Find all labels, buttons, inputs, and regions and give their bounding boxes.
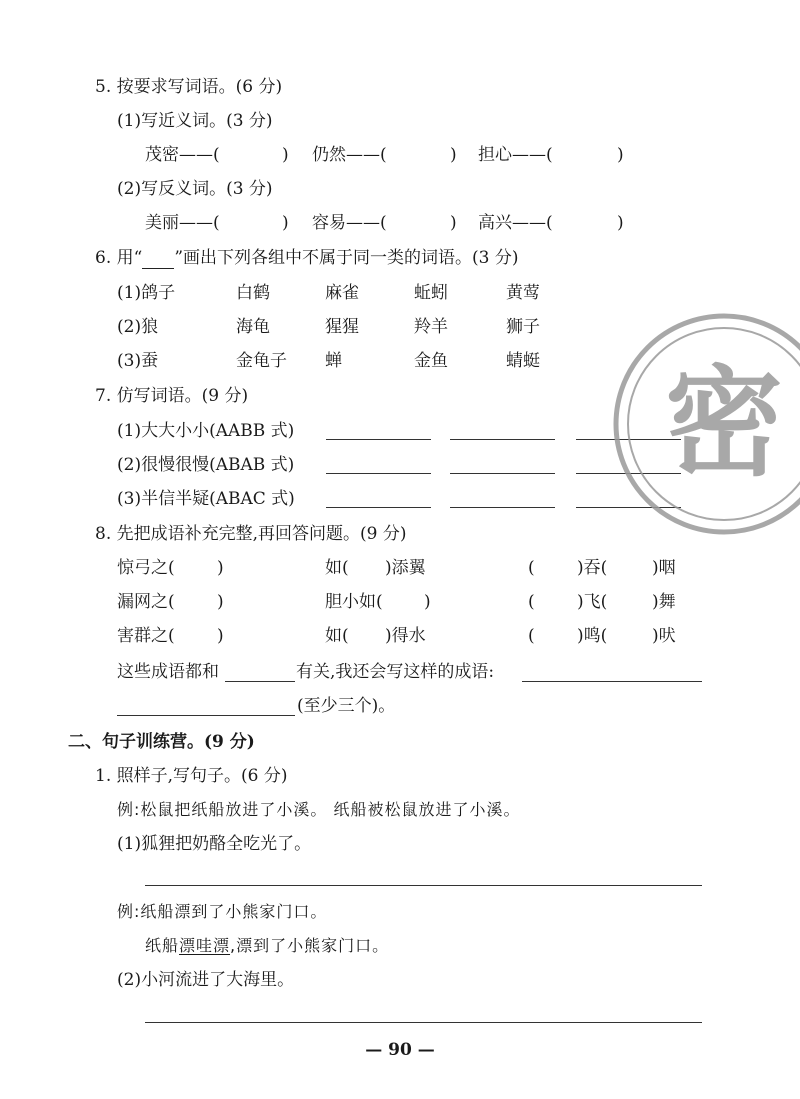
q6-r2-c1[interactable]: (2)狼 bbox=[117, 317, 159, 337]
q8-r3-c3c: )吠 bbox=[652, 626, 676, 646]
q5-synonym-close-2: ) bbox=[450, 145, 457, 165]
q6-r2-c5[interactable]: 狮子 bbox=[506, 317, 540, 337]
q8-r3-c3b[interactable]: )鸣( bbox=[577, 626, 608, 646]
q6-r3-c2[interactable]: 金龟子 bbox=[236, 351, 287, 371]
q8-r2-c2b: ) bbox=[424, 592, 431, 612]
q6-r2-c3[interactable]: 猩猩 bbox=[325, 317, 359, 337]
q6-title bbox=[95, 247, 519, 269]
q6-r2-c4[interactable]: 羚羊 bbox=[414, 317, 448, 337]
q7-row-1-blank-1[interactable] bbox=[326, 439, 431, 440]
q6-title-pre: 6. 用“ bbox=[95, 248, 143, 268]
sec2-example-2: 例:纸船漂到了小熊家门口。 bbox=[117, 902, 328, 921]
q8-r2-c1[interactable]: 漏网之( bbox=[117, 592, 175, 612]
sec2-sentence-2: (2)小河流进了大海里。 bbox=[117, 970, 295, 990]
q6-r3-c3[interactable]: 蝉 bbox=[325, 351, 342, 371]
q8-r1-c1-close: ) bbox=[217, 558, 224, 578]
q5-antonym-close-2: ) bbox=[450, 213, 457, 233]
q8-r2-c3a[interactable]: ( bbox=[528, 592, 535, 612]
q5-synonym-close-3: ) bbox=[617, 145, 624, 165]
confidential-stamp-icon bbox=[612, 312, 800, 542]
q5-synonym-text-3: 担心——( bbox=[478, 145, 553, 165]
sec2-example-2b-end: ,漂到了小熊家门口。 bbox=[230, 936, 390, 955]
q8-r2-c2a[interactable]: 胆小如( bbox=[325, 592, 383, 612]
q8-title: 8. 先把成语补充完整,再回答问题。(9 分) bbox=[95, 524, 407, 544]
sec2-q1-title: 1. 照样子,写句子。(6 分) bbox=[95, 766, 288, 786]
q8-r1-c2b: )添翼 bbox=[385, 558, 426, 578]
q5-antonym-text-2: 容易——( bbox=[312, 213, 387, 233]
q8-summary-blank-3[interactable] bbox=[117, 715, 295, 716]
q7-title: 7. 仿写词语。(9 分) bbox=[95, 386, 249, 406]
q6-r3-c5[interactable]: 蜻蜓 bbox=[506, 351, 540, 371]
q6-r3-c4[interactable]: 金鱼 bbox=[414, 351, 448, 371]
q8-r3-c1[interactable]: 害群之( bbox=[117, 626, 175, 646]
q8-r1-c3c: )咽 bbox=[652, 558, 676, 578]
sec2-answer-line-1[interactable] bbox=[145, 885, 702, 886]
q5-synonym-item-2[interactable] bbox=[312, 144, 387, 166]
q7-row-2-blank-1[interactable] bbox=[326, 473, 431, 474]
q8-r2-c1-close: ) bbox=[217, 592, 224, 612]
q7-row-1-label: (1)大大小小(AABB 式) bbox=[117, 421, 295, 441]
q8-r3-c2a[interactable]: 如( bbox=[325, 626, 349, 646]
q5-synonym-item-1[interactable] bbox=[145, 144, 220, 166]
q7-row-2-label: (2)很慢很慢(ABAB 式) bbox=[117, 455, 295, 475]
q5-antonym-item-3[interactable] bbox=[478, 212, 553, 234]
q5-synonym-text-2: 仍然——( bbox=[312, 145, 387, 165]
q6-r1-c5[interactable]: 黄莺 bbox=[506, 283, 540, 303]
q8-r1-c3b[interactable]: )吞( bbox=[577, 558, 608, 578]
q6-r1-c1[interactable]: (1)鸽子 bbox=[117, 283, 176, 303]
q6-title-post: ”画出下列各组中不属于同一类的词语。(3 分) bbox=[174, 248, 519, 268]
q6-r1-c2[interactable]: 白鹤 bbox=[236, 283, 270, 303]
q6-r1-c3[interactable]: 麻雀 bbox=[325, 283, 359, 303]
q5-antonym-item-1[interactable] bbox=[145, 212, 220, 234]
q7-row-2-blank-2[interactable] bbox=[450, 473, 555, 474]
q5-antonym-item-2[interactable] bbox=[312, 212, 387, 234]
q5-antonym-text-3: 高兴——( bbox=[478, 213, 553, 233]
q6-r1-c4[interactable]: 蚯蚓 bbox=[414, 283, 448, 303]
sec2-example-2b-underlined: 漂哇漂 bbox=[179, 936, 231, 955]
q7-row-1-blank-2[interactable] bbox=[450, 439, 555, 440]
section-2-title: 二、句子训练营。(9 分) bbox=[68, 732, 255, 752]
q5-antonym-text-1: 美丽——( bbox=[145, 213, 220, 233]
q8-r3-c3a[interactable]: ( bbox=[528, 626, 535, 646]
q7-row-3-blank-1[interactable] bbox=[326, 507, 431, 508]
q8-summary-blank-1[interactable] bbox=[225, 681, 295, 682]
q5-synonym-text-1: 茂密——( bbox=[145, 145, 220, 165]
q8-r3-c2b: )得水 bbox=[385, 626, 426, 646]
q8-r1-c1[interactable]: 惊弓之( bbox=[117, 558, 175, 578]
q5-sub2-title: (2)写反义词。(3 分) bbox=[117, 179, 273, 199]
page-number: — 90 — bbox=[365, 1040, 435, 1060]
sec2-answer-line-2[interactable] bbox=[145, 1022, 702, 1023]
q8-summary-line-2: (至少三个)。 bbox=[297, 696, 396, 716]
q6-underline-sample bbox=[142, 250, 174, 269]
q8-r2-c3b[interactable]: )飞( bbox=[577, 592, 608, 612]
q8-r3-c1-close: ) bbox=[217, 626, 224, 646]
q5-synonym-close-1: ) bbox=[282, 145, 289, 165]
q6-r3-c1[interactable]: (3)蚕 bbox=[117, 351, 159, 371]
sec2-example-2b-start: 纸船 bbox=[145, 936, 180, 955]
sec2-sentence-1: (1)狐狸把奶酪全吃光了。 bbox=[117, 834, 312, 854]
q8-summary-line-1-b: 有关,我还会写这样的成语: bbox=[296, 662, 495, 682]
q8-r2-c3c: )舞 bbox=[652, 592, 676, 612]
q6-r2-c2[interactable]: 海龟 bbox=[236, 317, 270, 337]
q5-title: 5. 按要求写词语。(6 分) bbox=[95, 77, 283, 97]
sec2-example-1: 例:松鼠把纸船放进了小溪。 纸船被松鼠放进了小溪。 bbox=[117, 800, 521, 819]
q8-summary-blank-2[interactable] bbox=[522, 681, 702, 682]
q5-antonym-close-3: ) bbox=[617, 213, 624, 233]
q7-row-3-blank-2[interactable] bbox=[450, 507, 555, 508]
q8-r1-c2a[interactable]: 如( bbox=[325, 558, 349, 578]
q8-r1-c3a[interactable]: ( bbox=[528, 558, 535, 578]
q5-sub1-title: (1)写近义词。(3 分) bbox=[117, 111, 273, 131]
stamp-character: 密 bbox=[664, 354, 784, 492]
sec2-example-2b bbox=[145, 935, 389, 957]
q5-antonym-close-1: ) bbox=[282, 213, 289, 233]
q8-summary-line-1-a: 这些成语都和 bbox=[117, 662, 219, 682]
q5-synonym-item-3[interactable] bbox=[478, 144, 553, 166]
q7-row-3-label: (3)半信半疑(ABAC 式) bbox=[117, 489, 295, 509]
